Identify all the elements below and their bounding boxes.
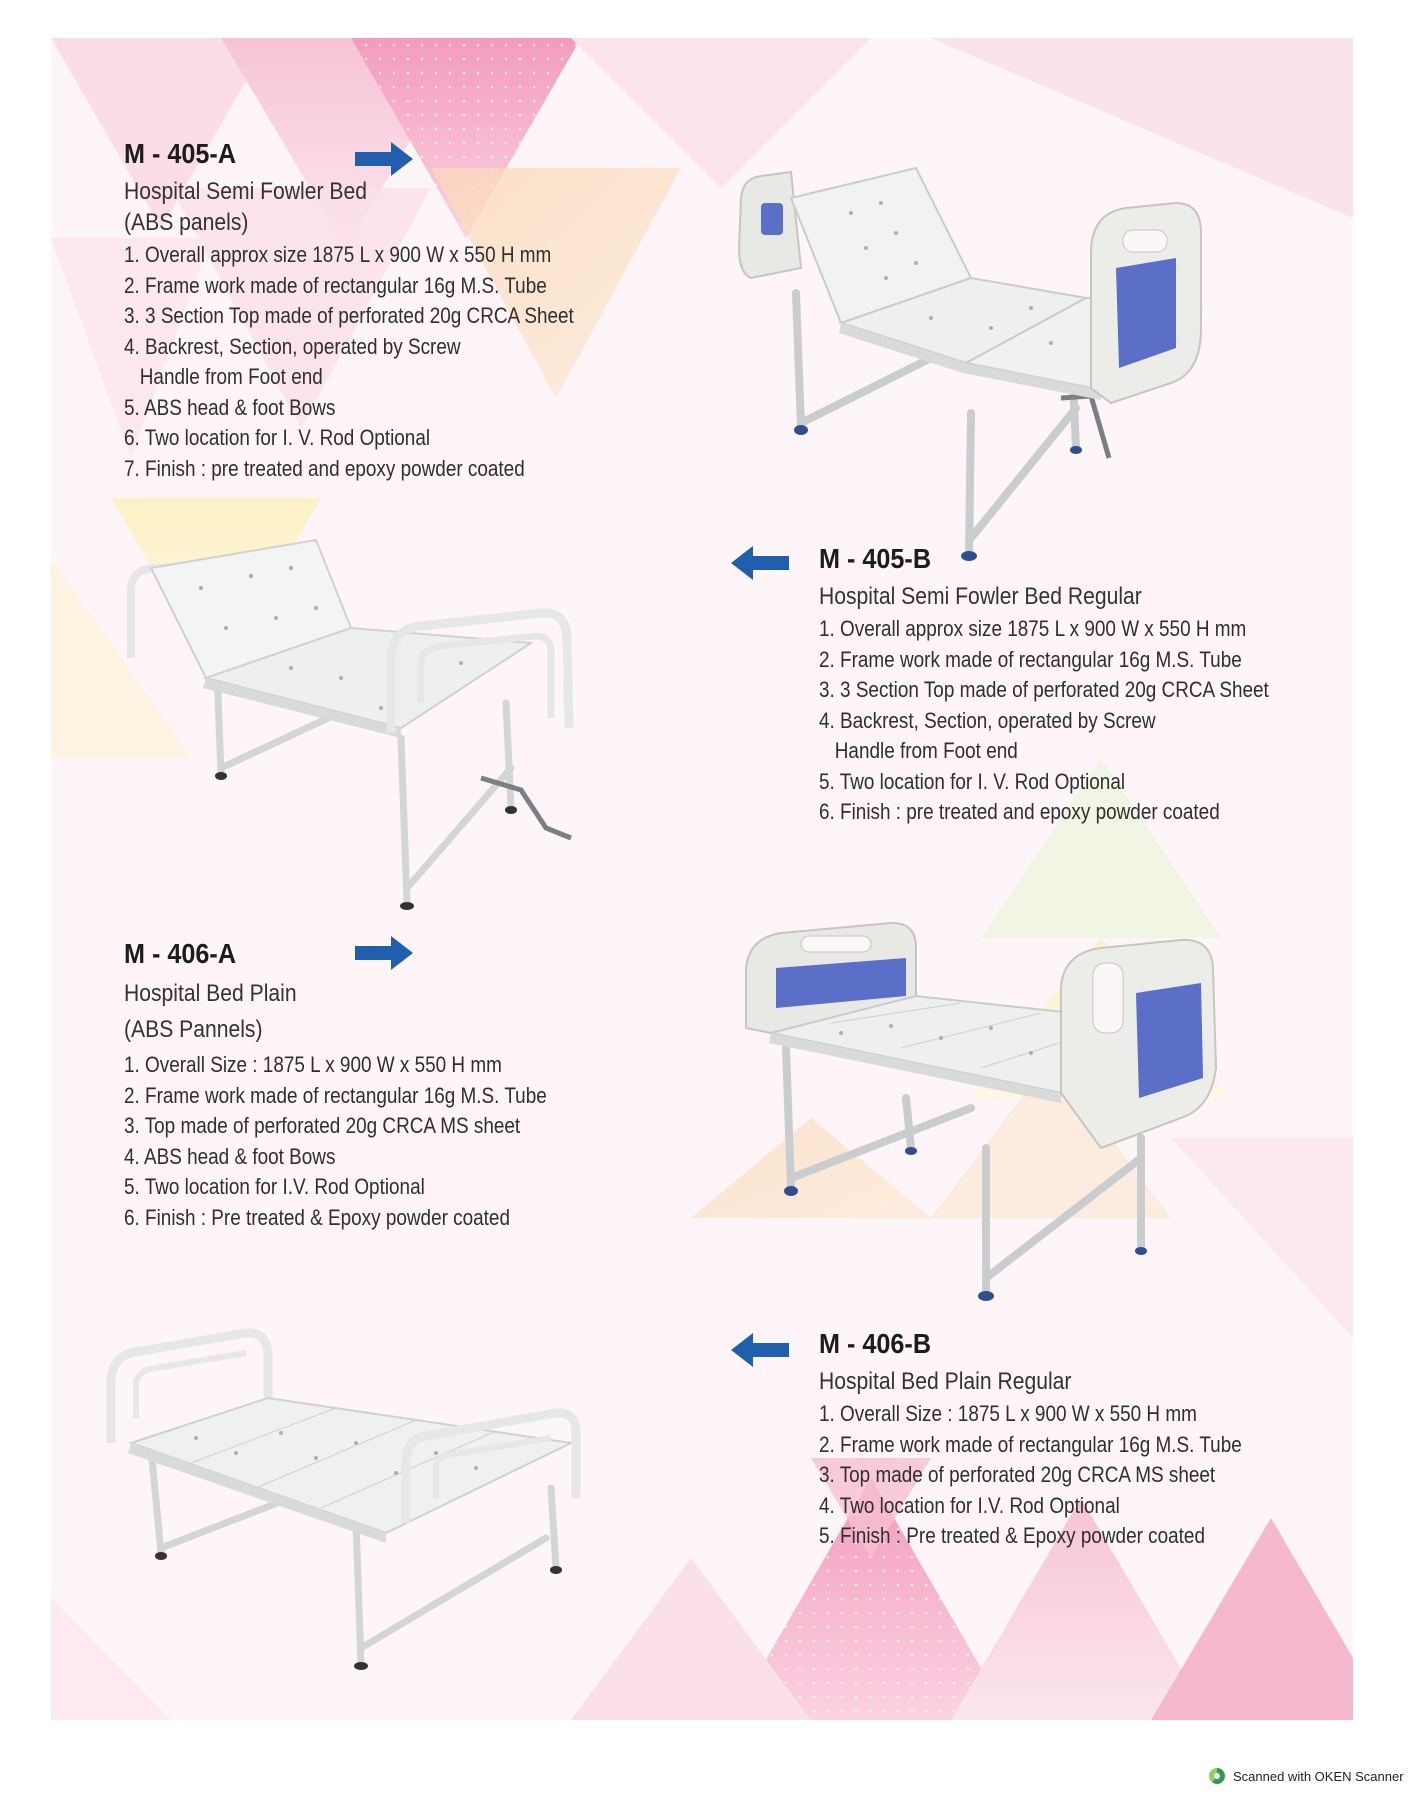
spec-line: 5. ABS head & foot Bows [124, 394, 336, 420]
arrow-left-icon [731, 546, 791, 580]
spec-line: 3. Top made of perforated 20g CRCA MS sheet [819, 1462, 1216, 1487]
plain-bed-abs-image [741, 908, 1331, 1308]
catalog-page [51, 38, 1353, 1720]
spec-line: 6. Two location for I. V. Rod Optional [124, 425, 431, 450]
product-subtitle: Hospital Semi Fowler Bed Regular [819, 583, 1142, 610]
product-subtitle: Hospital Semi Fowler Bed [124, 178, 367, 205]
oken-scanner-logo-icon [1209, 1768, 1225, 1784]
spec-line: 4. Two location for I.V. Rod Optional [819, 1492, 1120, 1518]
semi-fowler-bed-abs-image [731, 158, 1331, 568]
spec-line: 2. Frame work made of rectangular 16g M.S. Tube [819, 1431, 1242, 1457]
spec-line: 1. Overall approx size 1875 L x 900 W x 550 H mm [819, 616, 1247, 641]
spec-line: 2. Frame work made of rectangular 16g M.S. Tube [124, 272, 547, 298]
product-subtitle: Hospital Bed Plain Regular [819, 1368, 1072, 1395]
spec-line: 4. Backrest, Section, operated by Screw [124, 333, 461, 359]
spec-line: 3. 3 Section Top made of perforated 20g CRCA Sheet [124, 303, 574, 328]
spec-line: Handle from Foot end [819, 738, 1018, 763]
spec-line: 6. Finish : pre treated and epoxy powder coated [819, 799, 1220, 824]
product-m406b-text [819, 1328, 1349, 1552]
arrow-right-icon [355, 936, 415, 970]
spec-line: 6. Finish : Pre treated & Epoxy powder coated [124, 1204, 510, 1230]
arrow-left-icon [731, 1333, 791, 1367]
spec-line: 4. ABS head & foot Bows [124, 1143, 336, 1169]
product-m405b-text [819, 543, 1349, 828]
product-subtitle: Hospital Bed Plain [124, 980, 297, 1007]
spec-line: 2. Frame work made of rectangular 16g M.S. Tube [819, 646, 1242, 672]
product-subtitle-variant: (ABS panels) [124, 209, 249, 236]
plain-bed-regular-image [106, 1308, 626, 1688]
product-code: M - 405-A [124, 138, 237, 169]
spec-line: 1. Overall Size : 1875 L x 900 W x 550 H mm [124, 1052, 502, 1077]
scanner-text: Scanned with OKEN Scanner [1233, 1768, 1404, 1784]
product-code: M - 405-B [819, 543, 932, 574]
spec-line: 1. Overall Size : 1875 L x 900 W x 550 H mm [819, 1401, 1197, 1426]
product-code: M - 406-A [124, 938, 237, 969]
arrow-right-icon [355, 142, 415, 176]
spec-line: 5. Finish : Pre treated & Epoxy powder coated [819, 1523, 1205, 1548]
semi-fowler-bed-regular-image [111, 528, 631, 918]
product-subtitle-variant: (ABS Pannels) [124, 1016, 263, 1043]
spec-line: 2. Frame work made of rectangular 16g M.S. Tube [124, 1082, 547, 1108]
spec-line: 3. 3 Section Top made of perforated 20g CRCA Sheet [819, 677, 1269, 702]
spec-line: 7. Finish : pre treated and epoxy powder coated [124, 455, 525, 481]
spec-line: 4. Backrest, Section, operated by Screw [819, 707, 1156, 733]
spec-line: Handle from Foot end [124, 364, 323, 389]
product-m405a-text [124, 138, 724, 484]
spec-line: 1. Overall approx size 1875 L x 900 W x 550 H mm [124, 242, 552, 267]
spec-line: 5. Two location for I. V. Rod Optional [819, 768, 1126, 794]
product-code: M - 406-B [819, 1328, 932, 1359]
spec-line: 5. Two location for I.V. Rod Optional [124, 1174, 425, 1199]
spec-line: 3. Top made of perforated 20g CRCA MS sheet [124, 1113, 521, 1138]
product-m406a-text [124, 938, 724, 1233]
scanner-watermark [1209, 1766, 1404, 1786]
